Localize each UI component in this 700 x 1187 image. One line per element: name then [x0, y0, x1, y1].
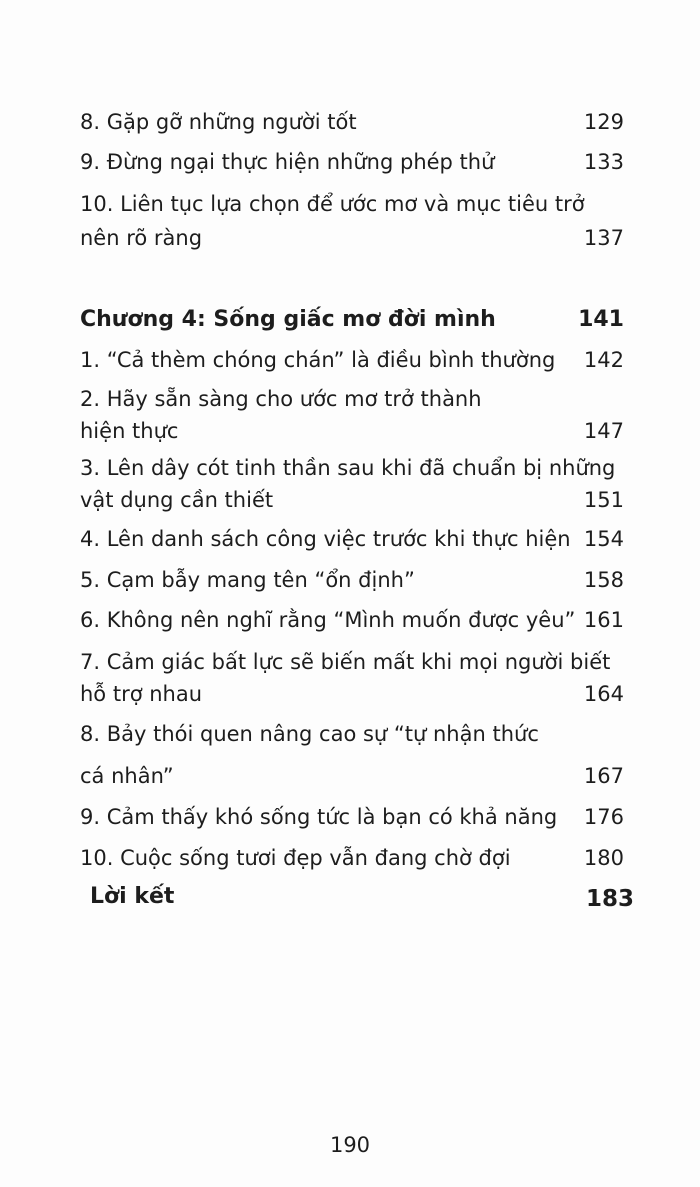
toc-entry-title-line1: 7. Cảm giác bất lực sẽ biến mất khi mọi người biết: [80, 650, 611, 674]
toc-entry-page: 142: [583, 348, 624, 372]
toc-entry-page: 167: [583, 764, 624, 788]
toc-entry-page: 137: [583, 226, 624, 250]
toc-entry-page: 180: [583, 846, 624, 870]
chapter-page: 141: [578, 307, 624, 332]
toc-entry-title: 9. Đừng ngại thực hiện những phép thử: [80, 150, 495, 174]
toc-entry-title: 1. “Cả thèm chóng chán” là điều bình thường: [80, 348, 556, 372]
toc-entry-title-line2: hỗ trợ nhau: [80, 682, 203, 706]
toc-entry-title: 10. Cuộc sống tươi đẹp vẫn đang chờ đợi: [80, 846, 511, 870]
toc-entry-page: 151: [583, 488, 624, 512]
toc-entry-page: 133: [583, 150, 624, 174]
toc-entry-title-line2: hiện thực: [80, 419, 179, 443]
toc-entry-page: 164: [583, 682, 624, 706]
toc-entry-title: 6. Không nên nghĩ rằng “Mình muốn được yêu”: [80, 608, 576, 632]
toc-entry-page: 147: [583, 419, 624, 443]
toc-entry-title: 9. Cảm thấy khó sống tức là bạn có khả năng: [80, 805, 558, 829]
toc-entry-page: 129: [583, 110, 624, 134]
toc-entry-title-line1: 2. Hãy sẵn sàng cho ước mơ trở thành: [80, 387, 482, 411]
toc-entry-title: 4. Lên danh sách công việc trước khi thực hiện: [80, 527, 571, 551]
toc-entry-page: 158: [583, 568, 624, 592]
toc-entry-title-line2: cá nhân”: [80, 764, 174, 788]
toc-entry-title-line2: vật dụng cần thiết: [80, 488, 274, 512]
toc-entry-page: 176: [583, 805, 624, 829]
toc-entry-title-line2: nên rõ ràng: [80, 226, 203, 250]
toc-entry-title-line1: 3. Lên dây cót tinh thần sau khi đã chuẩn bị những: [80, 456, 616, 480]
toc-entry-page: 161: [583, 608, 624, 632]
toc-entry-title-line1: 8. Bảy thói quen nâng cao sự “tự nhận thức: [80, 722, 539, 746]
epilogue-page: 183: [585, 886, 634, 912]
toc-entry-title: 8. Gặp gỡ những người tốt: [80, 110, 357, 134]
chapter-title: Chương 4: Sống giấc mơ đời mình: [80, 307, 496, 332]
toc-entry-title: 5. Cạm bẫy mang tên “ổn định”: [80, 568, 415, 592]
epilogue-title: Lời kết: [90, 884, 175, 909]
toc-entry-page: 154: [583, 527, 624, 551]
toc-entry-title-line1: 10. Liên tục lựa chọn để ước mơ và mục tiêu trở: [80, 192, 585, 216]
page-number: 190: [329, 1133, 371, 1157]
